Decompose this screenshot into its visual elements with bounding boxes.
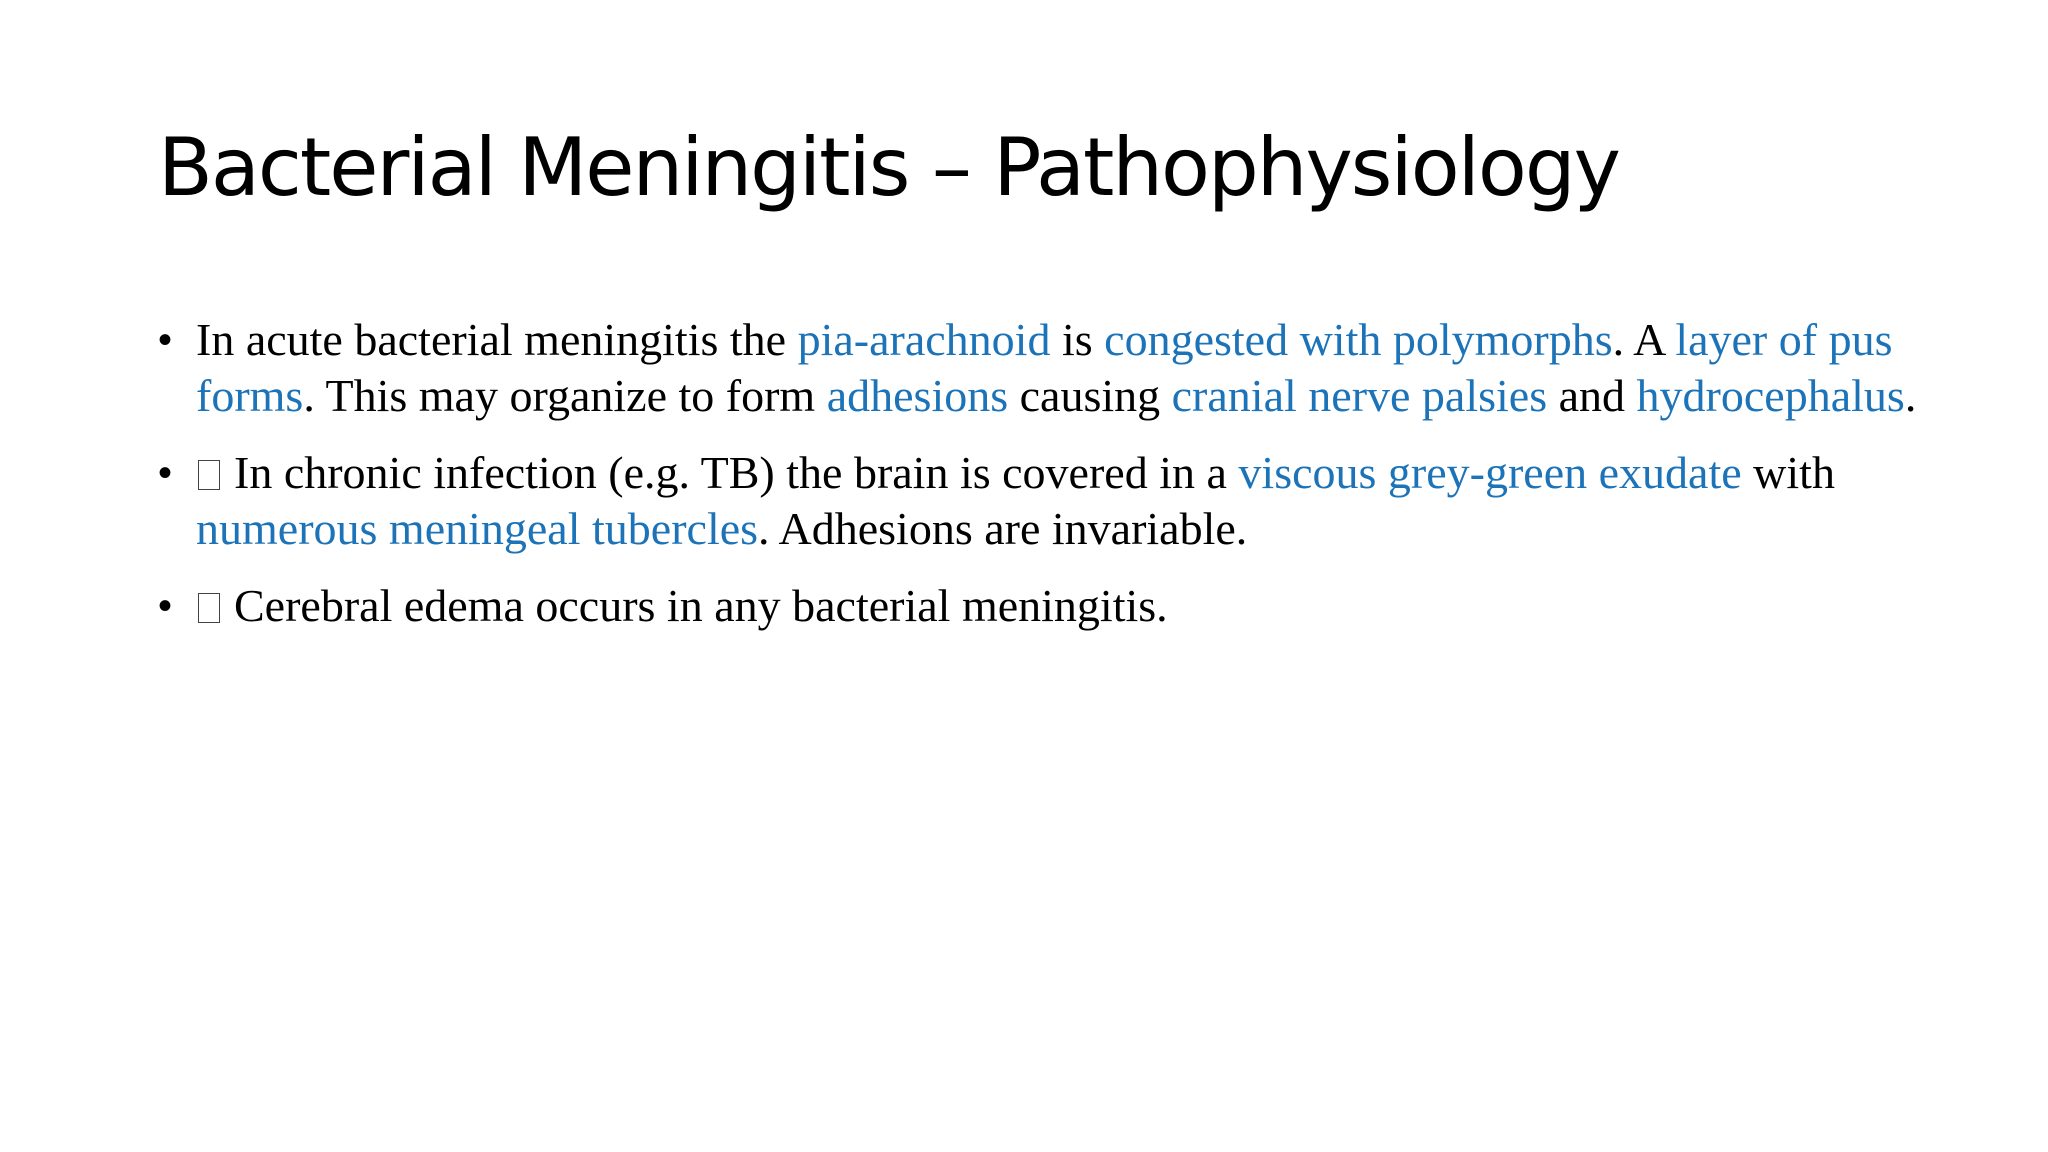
highlighted-term: layer of pus forms xyxy=(196,314,1893,421)
highlighted-term: congested with polymorphs xyxy=(1104,314,1613,365)
bullet-text xyxy=(196,314,1916,421)
highlighted-term: numerous meningeal tubercles xyxy=(196,503,759,554)
missing-glyph-icon xyxy=(198,460,220,490)
text-segment: . Adhesions are invariable. xyxy=(758,503,1248,554)
bullet-item xyxy=(158,312,1918,424)
text-segment: with xyxy=(1741,447,1835,498)
bullet-dot-icon: • xyxy=(158,318,173,362)
text-segment: causing xyxy=(1008,370,1172,421)
bullet-list xyxy=(158,312,1918,655)
highlighted-term: pia-arachnoid xyxy=(797,314,1051,365)
bullet-dot-icon: • xyxy=(158,451,173,495)
bullet-item xyxy=(158,445,1918,557)
text-segment: is xyxy=(1050,314,1105,365)
bullet-text xyxy=(196,580,1168,631)
text-segment: In acute bacterial meningitis the xyxy=(196,314,798,365)
text-segment: . A xyxy=(1612,314,1676,365)
bullet-text xyxy=(196,447,1835,554)
text-segment: In chronic infection (e.g. TB) the brain is covered in a xyxy=(234,447,1239,498)
text-segment: Cerebral edema occurs in any bacterial meningitis. xyxy=(234,580,1168,631)
text-segment: and xyxy=(1547,370,1637,421)
text-segment: . xyxy=(1904,370,1917,421)
highlighted-term: adhesions xyxy=(826,370,1009,421)
highlighted-term: cranial nerve palsies xyxy=(1171,370,1548,421)
text-segment: . This may organize to form xyxy=(303,370,827,421)
slide-title: Bacterial Meningitis – Pathophysiology xyxy=(158,121,1619,214)
bullet-item xyxy=(158,578,1918,634)
highlighted-term: hydrocephalus xyxy=(1636,370,1905,421)
bullet-dot-icon: • xyxy=(158,584,173,628)
missing-glyph-icon xyxy=(198,593,220,623)
highlighted-term: viscous grey-green exudate xyxy=(1238,447,1742,498)
